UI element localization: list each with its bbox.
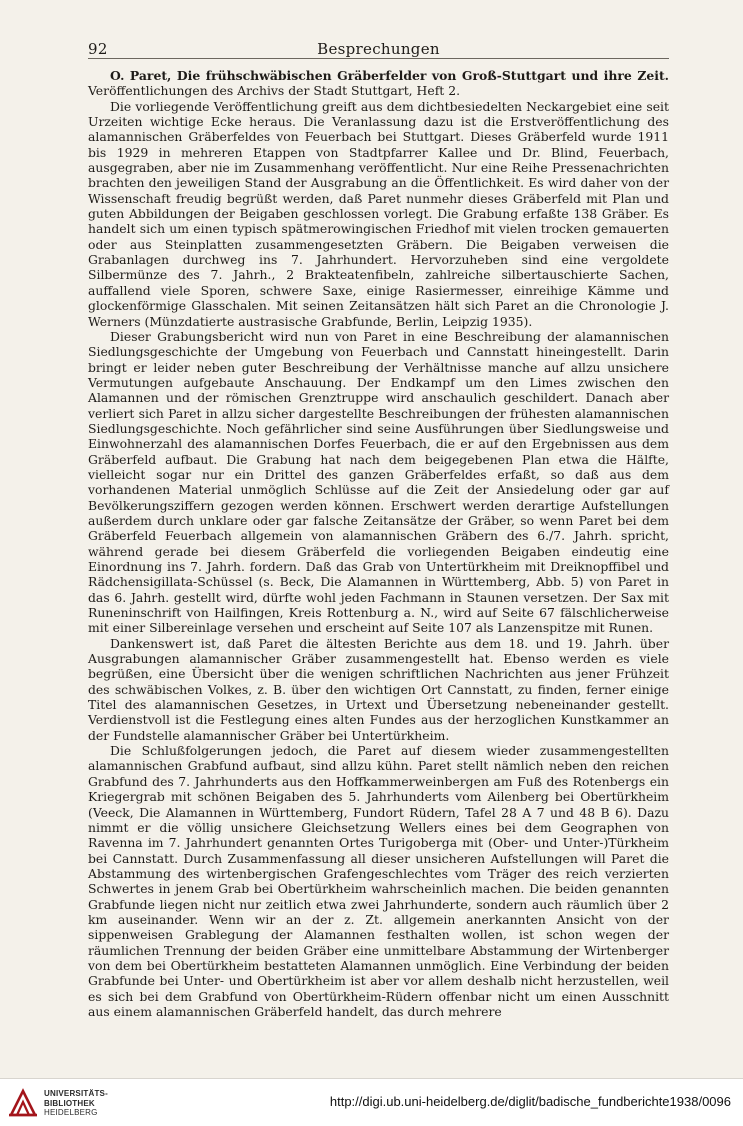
running-head: Besprechungen (317, 40, 440, 58)
header-rule (88, 58, 669, 59)
review-intro-paragraph (88, 68, 669, 99)
page-number: 92 (88, 40, 108, 58)
library-name-line3: HEIDELBERG (44, 1108, 98, 1117)
paragraph-4: Die Schlußfolgerungen jedoch, die Paret auf diesem wieder zusammengestellten alamannischen Grabfund aufbaut, sind allzu kühn. Paret stellt nämlich neben den reichen Grabfund des 7. Jahrhunderts aus den Hoffkammerweinbergen am Fuß des Rotenbergs ein Kriegergrab mit schönen Beigaben des 5. Jahrhunderts vom Ailenberg bei Obertürkheim (Veeck, Die Alamannen in Württemberg, Fundort Rüdern, Tafel 28 A 7 und 48 B 6). Dazu nimmt er die völlig unsichere Gleichsetzung Wellers eines bei dem Geographen von Ravenna im 7. Jahrhundert genannten Ortes Turigoberga mit (Ober- und Unter-)Türkheim bei Cannstatt. Durch Zusammenfassung all dieser unsicheren Aufstellungen will Paret die Abstammung des wirtenbergischen Grafengeschlechtes vom Träger des reich verzierten Schwertes in jenem Grab bei Obertürkheim wahrscheinlich machen. Die beiden genannten Grabfunde liegen nicht nur zeitlich etwa zwei Jahrhunderte, sondern auch räumlich über 2 km auseinander. Wenn wir an der z. Zt. allgemein anerkannten Ansicht von der sippenweisen Grablegung der Alamannen festhalten wollen, ist schon wegen der räumlichen Trennung der beiden Gräber eine unmittelbare Abstammung der Wirtenberger von dem bei Obertürkheim bestatteten Alamannen unmöglich. Eine Verbindung der beiden Grabfunde bei Unter- und Obertürkheim ist aber vor allem deshalb nicht herzustellen, weil es sich bei dem Grabfund von Obertürkheim-Rüdern offenbar nicht um einen Ausschnitt aus einem alamannischen Gräberfeld handelt, das durch mehrere (88, 743, 669, 1019)
library-name-line2: BIBLIOTHEK (44, 1098, 95, 1108)
library-name (44, 1089, 108, 1118)
library-name-line1: UNIVERSITÄTS- (44, 1089, 108, 1098)
paragraph-1: Die vorliegende Veröffentlichung greift aus dem dichtbesiedelten Neckargebiet eine seit Urzeiten wichtige Ecke heraus. Die Veranlassung dazu ist die Erstveröffentlichung des alamannischen Gräberfeldes von Feuerbach bei Stuttgart. Dieses Gräberfeld wurde 1911 bis 1929 in mehreren Etappen von Stadtpfarrer Kallee und Dr. Blind, Feuerbach, ausgegraben, aber nie im Zusammenhang veröffentlicht. Nur eine Reihe Pressenachrichten brachten den jeweiligen Stand der Ausgrabung an die Öffentlichkeit. Es wird daher von der Wissenschaft freudig begrüßt werden, daß Paret nunmehr dieses Gräberfeld mit Plan und guten Abbildungen der Beigaben geschlossen vorlegt. Die Grabung erfaßte 138 Gräber. Es handelt sich um einen typisch spätmerowingischen Friedhof mit vielen trocken gemauerten oder aus Steinplatten zusammengesetzten Gräbern. Die Beigaben verweisen die Grabanlagen durchweg ins 7. Jahrhundert. Hervorzuheben sind eine vergoldete Silbermünze des 7. Jahrh., 2 Brakteatenfibeln, zahlreiche silbertauschierte Sachen, auffallend viele Sporen, schwere Saxe, einige Rasiermesser, einreihige Kämme und glockenförmige Glasschalen. Mit seinen Zeitansätzen hält sich Paret an die Chronologie J. Werners (Münzdatierte austrasische Grabfunde, Berlin, Leipzig 1935). (88, 98, 669, 329)
paragraph-2: Dieser Grabungsbericht wird nun von Paret in eine Beschreibung der alamannischen Siedlungsgeschichte der Umgebung von Feuerbach und Cannstatt hineingestellt. Darin bringt er leider neben guter Beschreibung der Verhältnisse manche auf allzu unsichere Vermutungen aufgebaute Anschauung. Der Endkampf um den Limes zwischen den Alamannen und der römischen Grenztruppe wird anschaulich geschildert. Danach aber verliert sich Paret in allzu sicher dargestellte Beschreibungen der frühesten alamannischen Siedlungsgeschichte. Noch gefährlicher sind seine Ausführungen über Siedlungsweise und Einwohnerzahl des alamannischen Dorfes Feuerbach, die er auf den Ergebnissen aus dem Gräberfeld aufbaut. Die Grabung hat nach dem beigegebenen Plan etwa die Hälfte, vielleicht sogar nur ein Drittel des ganzen Gräberfeldes erfaßt, so daß aus dem vorhandenen Material unmöglich Schlüsse auf die Zeit der Ansiedelung oder gar auf Bevölkerungsziffern gezogen werden können. Erschwert werden derartige Aufstellungen außerdem durch unklare oder gar falsche Zeitansätze der Gräber, so wenn Paret bei dem Gräberfeld Feuerbach allgemein von alamannischen Gräbern des 6./7. Jahrh. spricht, während gerade bei diesem Gräberfeld die vorliegenden Beigaben eindeutig eine Einordnung ins 7. Jahrh. fordern. Daß das Grab von Untertürkheim mit Dreiknopffibel und Rädchensigillata-Schüssel (s. Beck, Die Alamannen in Württemberg, Abb. 5) von Paret in das 6. Jahrh. gestellt wird, dürfte wohl jeden Fachmann in Staunen versetzen. Der Sax mit Runeninschrift von Hailfingen, Kreis Rottenburg a. N., wird auf Seite 67 fälschlicherweise mit einer Silbereinlage versehen und erscheint auf Seite 107 als Lanzenspitze mit Runen. (88, 328, 669, 636)
review-publication-info: Veröffentlichungen des Archivs der Stadt Stuttgart, Heft 2. (88, 83, 461, 99)
university-library-logo-icon[interactable] (8, 1088, 38, 1118)
paragraph-3: Dankenswert ist, daß Paret die ältesten Berichte aus dem 18. und 19. Jahrh. über Ausgrabungen alamannischer Gräber zusammengestellt hat. Ebenso werden es viele begrüßen, eine Übersicht über die wenigen schriftlichen Nachrichten aus jener Frühzeit des schwäbischen Volkes, z. B. über den wichtigen Ort Cannstatt, zu finden, ferner einige Titel des alamannischen Gesetzes, in Urtext und Übersetzung nebeneinander gestellt. Verdienstvoll ist die Festlegung eines alten Fundes aus der herzoglichen Kunstkammer an der Fundstelle alamannischer Gräber bei Untertürkheim. (88, 635, 669, 743)
review-title: O. Paret, Die frühschwäbischen Gräberfelder von Groß-Stuttgart und ihre Zeit. (110, 68, 669, 83)
viewer-footer (0, 1078, 743, 1126)
page-header (88, 30, 669, 56)
review-text (88, 68, 669, 1019)
permalink-url[interactable]: http://digi.ub.uni-heidelberg.de/diglit/badische_fundberichte1938/0096 (329, 1094, 731, 1109)
